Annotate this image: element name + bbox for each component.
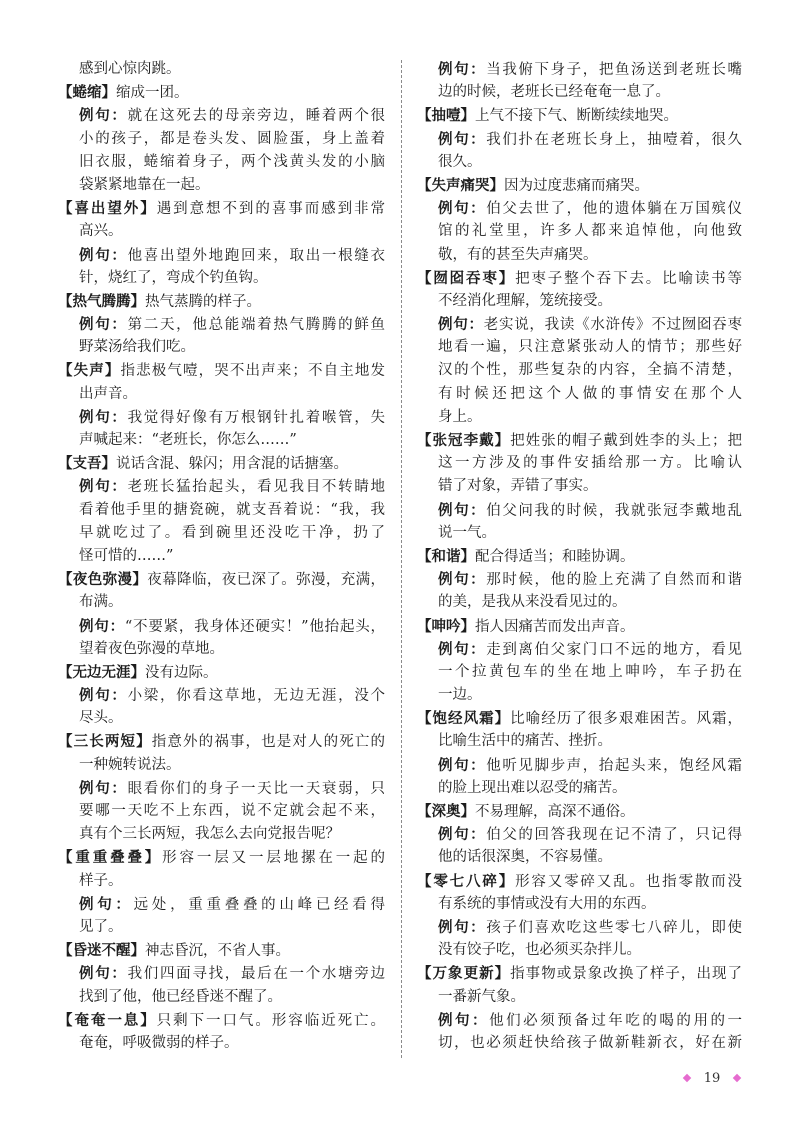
example-text: 小梁，你看这草地，无边无涯，没个 bbox=[127, 688, 386, 705]
entry-term: 【抽噎】 bbox=[417, 107, 475, 125]
definition-text: 指悲极气噎，哭不出声来；不自主地发 bbox=[120, 363, 385, 380]
definition-block bbox=[58, 359, 385, 405]
example-block bbox=[417, 313, 742, 429]
example-text: 敬，有的甚至失声痛哭。 bbox=[438, 246, 598, 263]
example-text: 望着夜色弥漫的草地。 bbox=[79, 640, 224, 657]
entry-term: 【和谐】 bbox=[417, 547, 475, 565]
example-line bbox=[58, 174, 385, 197]
entry-term: 【呻吟】 bbox=[417, 617, 475, 635]
definition-text: 样子。 bbox=[79, 872, 123, 889]
definition-block bbox=[417, 267, 742, 313]
example-line bbox=[58, 615, 385, 638]
entry-term: 【万象更新】 bbox=[417, 965, 511, 983]
example-block bbox=[58, 58, 385, 81]
example-text: 他们必须预备过年吃的喝的用的一 bbox=[489, 1012, 743, 1029]
definition-block bbox=[58, 730, 385, 776]
example-text: 当我俯下身子，把鱼汤送到老班长嘴 bbox=[486, 62, 742, 78]
definition-text: 有系统的事情或没有大用的东西。 bbox=[438, 895, 656, 912]
example-text: 他喜出望外地跑回来，取出一根缝衣 bbox=[127, 247, 386, 264]
definition-line bbox=[58, 730, 385, 753]
definition-block bbox=[58, 452, 385, 475]
example-block bbox=[417, 197, 742, 267]
entry-term: 【无边无涯】 bbox=[58, 663, 145, 681]
definition-line bbox=[417, 475, 742, 498]
entry-term: 【张冠李戴】 bbox=[417, 432, 511, 449]
definition-block bbox=[58, 1009, 385, 1055]
example-label: 例句： bbox=[79, 965, 128, 983]
entry-term: 【热气腾腾】 bbox=[58, 292, 145, 310]
example-text: 汉的个性，那些复杂的内容，全搞不清楚， bbox=[438, 362, 742, 379]
definition-text: 把枣子整个吞下去。比喻读书等 bbox=[515, 270, 743, 287]
example-label: 例句： bbox=[438, 918, 487, 936]
column-divider bbox=[401, 60, 402, 1058]
definition-line bbox=[417, 707, 742, 730]
definition-block bbox=[417, 707, 742, 753]
example-line bbox=[417, 406, 742, 429]
definition-text: 布满。 bbox=[79, 594, 123, 611]
definition-line bbox=[417, 452, 742, 475]
definition-line bbox=[58, 661, 385, 684]
definition-text: 一番新气象。 bbox=[438, 988, 525, 1005]
example-block bbox=[58, 104, 385, 197]
example-block bbox=[417, 638, 742, 708]
example-line bbox=[58, 336, 385, 359]
definition-text: 只剩下一口气。形容临近死亡。 bbox=[156, 1012, 386, 1029]
definition-text: 配合得适当；和睦协调。 bbox=[475, 548, 635, 565]
entry-term: 【失声】 bbox=[58, 362, 121, 380]
example-line bbox=[58, 986, 385, 1009]
definition-text: 神志昏沉，不省人事。 bbox=[145, 943, 290, 960]
example-label: 例句： bbox=[79, 895, 134, 913]
example-line bbox=[58, 916, 385, 939]
example-text: 第二天，他总能端着热气腾腾的鲜鱼 bbox=[127, 317, 386, 334]
example-text: 的脸上现出难以忍受的痛苦。 bbox=[438, 779, 627, 796]
example-line bbox=[417, 58, 742, 81]
definition-text: 奄奄，呼吸微弱的样子。 bbox=[79, 1034, 239, 1051]
example-text: 尽头。 bbox=[79, 710, 123, 727]
example-text: “不要紧，我身体还硬实！”他抬起头， bbox=[124, 618, 386, 635]
definition-block bbox=[58, 81, 385, 104]
example-text: 早就吃过了。看到碗里还没吃干净，扔了 bbox=[79, 524, 385, 541]
example-line bbox=[58, 128, 385, 151]
example-text: 说一气。 bbox=[438, 524, 496, 541]
example-text: 野菜汤给我们吃。 bbox=[79, 339, 195, 356]
example-text: 老实说，我读《水浒传》不过囫囵吞枣 bbox=[483, 317, 743, 334]
definition-line bbox=[417, 893, 742, 916]
example-line bbox=[417, 823, 742, 846]
entry-term: 【饱经风霜】 bbox=[417, 710, 511, 728]
example-block bbox=[58, 244, 385, 290]
example-label: 例句： bbox=[438, 61, 487, 78]
definition-block bbox=[58, 568, 385, 614]
example-text: 看着他手里的搪瓷碗，就支吾着说：“我，我 bbox=[79, 501, 385, 518]
example-text: 地看一遍，只注意紧张动人的情节；那些好 bbox=[438, 339, 742, 356]
definition-text: 热气蒸腾的样子。 bbox=[145, 293, 261, 310]
example-line bbox=[58, 104, 385, 127]
entry-term: 【奄奄一息】 bbox=[58, 1011, 157, 1029]
example-text: 一个拉黄包车的坐在地上呻吟，车子扔在 bbox=[438, 663, 742, 680]
example-label: 例句： bbox=[79, 107, 128, 125]
example-label: 例句： bbox=[438, 571, 487, 589]
example-label: 例句： bbox=[79, 316, 128, 334]
right-column bbox=[417, 58, 742, 1055]
example-block bbox=[58, 313, 385, 359]
example-block bbox=[58, 962, 385, 1008]
definition-block bbox=[58, 290, 385, 313]
example-text: 有时候还把这个人做的事情安在那个人 bbox=[438, 385, 742, 402]
example-line bbox=[417, 684, 742, 707]
definition-line bbox=[417, 870, 742, 893]
entry-term: 【昏迷不醒】 bbox=[58, 942, 145, 960]
definition-text: 缩成一团。 bbox=[116, 85, 189, 102]
entry-term: 【重重叠叠】 bbox=[58, 849, 163, 867]
example-line bbox=[58, 499, 385, 522]
example-line bbox=[417, 846, 742, 869]
definition-block bbox=[58, 661, 385, 684]
definition-text: 因为过度悲痛而痛哭。 bbox=[504, 177, 649, 194]
definition-line bbox=[417, 429, 742, 452]
example-label: 例句： bbox=[438, 1011, 490, 1029]
definition-line bbox=[58, 383, 385, 406]
example-line bbox=[58, 406, 385, 429]
left-column bbox=[58, 58, 385, 1055]
definition-text: 错了对象，弄错了事实。 bbox=[438, 478, 598, 495]
example-text: 他的话很深奥，不容易懂。 bbox=[438, 849, 612, 866]
example-text: 走到离伯父家门口不远的地方，看见 bbox=[486, 641, 742, 658]
definition-text: 不易理解，高深不通俗。 bbox=[475, 804, 635, 820]
entry-term: 【深奥】 bbox=[417, 803, 475, 820]
definition-line bbox=[417, 545, 742, 568]
example-line bbox=[417, 568, 742, 591]
example-text: 没有饺子吃，也必须买杂拌儿。 bbox=[438, 942, 641, 959]
example-line bbox=[417, 1032, 742, 1055]
definition-text: 上气不接下气、断断续续地哭。 bbox=[475, 108, 678, 125]
definition-text: 不经消化理解，笼统接受。 bbox=[438, 292, 612, 309]
example-line bbox=[58, 823, 385, 846]
definition-text: 遇到意想不到的喜事而感到非常 bbox=[156, 201, 386, 218]
definition-line bbox=[58, 197, 385, 220]
example-line bbox=[417, 244, 742, 267]
example-label: 例句： bbox=[438, 756, 487, 774]
definition-block bbox=[417, 870, 742, 916]
example-line bbox=[58, 429, 385, 452]
definition-line bbox=[58, 754, 385, 777]
example-line bbox=[417, 522, 742, 545]
example-label: 例句： bbox=[438, 826, 487, 844]
definition-block bbox=[417, 545, 742, 568]
example-label: 例句： bbox=[438, 200, 487, 218]
example-text: 找到了他，他已经昏迷不醒了。 bbox=[79, 988, 282, 1005]
page-footer bbox=[684, 1066, 740, 1090]
example-line bbox=[58, 707, 385, 730]
example-text: 伯父问我的时候，我就张冠李戴地乱 bbox=[486, 502, 742, 519]
definition-line bbox=[58, 220, 385, 243]
example-label: 例句： bbox=[438, 130, 487, 148]
example-block bbox=[417, 128, 742, 174]
example-text: 眼看你们的身子一天比一天衰弱，只 bbox=[127, 780, 386, 797]
example-text: 袋紧紧地靠在一起。 bbox=[79, 176, 210, 193]
example-line bbox=[58, 962, 385, 985]
example-text: 我觉得好像有万根钢针扎着喉管，失 bbox=[127, 409, 386, 426]
diamond-icon bbox=[683, 1074, 691, 1082]
definition-line bbox=[417, 267, 742, 290]
example-text: 旧衣服，蜷缩着身子，两个浅黄头发的小脑 bbox=[79, 153, 385, 170]
example-text: 馆的礼堂里，许多人都来追悼他，向他致 bbox=[438, 223, 742, 240]
example-text: 边的时候，老班长已经奄奄一息了。 bbox=[438, 84, 670, 101]
definition-text: 把姓张的帽子戴到姓李的头上；把 bbox=[510, 433, 743, 449]
example-label: 例句： bbox=[79, 478, 128, 496]
definition-block bbox=[58, 846, 385, 892]
definition-text: 说话含混、躲闪；用含混的话搪塞。 bbox=[116, 456, 348, 473]
definition-text: 指人因痛苦而发出声音。 bbox=[475, 618, 635, 635]
example-line bbox=[58, 267, 385, 290]
example-text: 真有个三长两短，我怎么去向党报告呢？ bbox=[79, 826, 340, 843]
page-number: 19 bbox=[703, 1070, 721, 1086]
example-text: 我们扑在老班长身上，抽噎着，很久 bbox=[486, 131, 742, 148]
example-label: 例句： bbox=[79, 408, 128, 426]
example-text: 很久。 bbox=[438, 153, 482, 170]
definition-line bbox=[58, 568, 385, 591]
entry-term: 【零七八碎】 bbox=[417, 872, 516, 890]
entry-term: 【夜色弥漫】 bbox=[58, 571, 148, 589]
example-line bbox=[58, 313, 385, 336]
example-line bbox=[58, 244, 385, 267]
definition-line bbox=[417, 290, 742, 313]
example-label: 例句： bbox=[79, 246, 128, 264]
example-line bbox=[417, 81, 742, 104]
example-text: 的美，是我从来没看见过的。 bbox=[438, 594, 627, 611]
example-text: 孩子们喜欢吃这些零七八碎儿，即使 bbox=[486, 919, 742, 936]
entry-term: 【支吾】 bbox=[58, 455, 116, 473]
example-line bbox=[58, 638, 385, 661]
example-text: 一边。 bbox=[438, 687, 482, 704]
example-line bbox=[417, 638, 742, 661]
definition-text: 高兴。 bbox=[79, 223, 123, 240]
example-line bbox=[417, 754, 742, 777]
example-block bbox=[417, 568, 742, 614]
example-line bbox=[417, 777, 742, 800]
example-line bbox=[417, 591, 742, 614]
example-text: 老班长猛抬起头，看见我目不转睛地 bbox=[127, 479, 386, 496]
example-label: 例句： bbox=[79, 617, 125, 635]
entry-term: 【喜出望外】 bbox=[58, 200, 157, 218]
example-block bbox=[58, 406, 385, 452]
example-line bbox=[417, 916, 742, 939]
definition-text: 形容又零碎又乱。也指零散而没 bbox=[515, 873, 743, 890]
definition-text: 出声音。 bbox=[79, 385, 137, 402]
example-label: 例句： bbox=[79, 687, 128, 705]
example-line bbox=[417, 313, 742, 336]
example-text: 我们四面寻找，最后在一个水塘旁边 bbox=[127, 966, 386, 983]
example-block bbox=[417, 916, 742, 962]
entry-term: 【失声痛哭】 bbox=[417, 176, 504, 194]
example-text: 伯父的回答我现在记不清了，只记得 bbox=[486, 827, 742, 844]
example-line bbox=[58, 777, 385, 800]
example-line bbox=[417, 383, 742, 406]
example-line bbox=[58, 545, 385, 568]
definition-block bbox=[417, 174, 742, 197]
example-line bbox=[417, 661, 742, 684]
example-line bbox=[58, 800, 385, 823]
definition-text: 指事物或景象改换了样子，出现了 bbox=[510, 966, 743, 983]
example-block bbox=[58, 475, 385, 568]
definition-line bbox=[58, 359, 385, 382]
definition-line bbox=[417, 800, 742, 823]
definition-line bbox=[417, 730, 742, 753]
definition-line bbox=[58, 939, 385, 962]
example-line bbox=[417, 359, 742, 382]
diamond-icon bbox=[733, 1074, 741, 1082]
example-label: 例句： bbox=[438, 640, 487, 658]
definition-block bbox=[417, 429, 742, 499]
example-block bbox=[58, 684, 385, 730]
example-line bbox=[417, 128, 742, 151]
example-text: 就在这死去的母亲旁边，睡着两个很 bbox=[127, 108, 386, 125]
definition-line bbox=[58, 870, 385, 893]
definition-line bbox=[58, 846, 385, 869]
definition-line bbox=[58, 1009, 385, 1032]
example-text: 他听见脚步声，抬起头来，饱经风霜 bbox=[486, 757, 742, 774]
definition-line bbox=[58, 452, 385, 475]
example-block bbox=[417, 823, 742, 869]
definition-text: 指意外的祸事，也是对人的死亡的 bbox=[151, 734, 385, 751]
definition-block bbox=[417, 800, 742, 823]
example-text: 切，也必须赶快给孩子做新鞋新衣，好在新 bbox=[438, 1034, 742, 1051]
example-block bbox=[417, 499, 742, 545]
definition-line bbox=[58, 1032, 385, 1055]
example-text: 感到心惊肉跳。 bbox=[79, 61, 181, 77]
example-label: 例句： bbox=[438, 316, 484, 334]
definition-block bbox=[58, 197, 385, 243]
example-text: 见了。 bbox=[79, 918, 123, 935]
definition-line bbox=[58, 591, 385, 614]
example-line bbox=[58, 893, 385, 916]
example-line bbox=[417, 1009, 742, 1032]
example-block bbox=[58, 893, 385, 939]
example-text: 怪可惜的……” bbox=[79, 547, 174, 564]
example-text: 针，烧红了，弯成个钓鱼钩。 bbox=[79, 269, 268, 286]
definition-block bbox=[58, 939, 385, 962]
example-line bbox=[58, 522, 385, 545]
entry-term: 【三长两短】 bbox=[58, 733, 152, 751]
example-line bbox=[58, 151, 385, 174]
definition-text: 形容一层又一层地摞在一起的 bbox=[162, 850, 386, 867]
example-text: 伯父去世了，他的遗体躺在万国殡仪 bbox=[486, 201, 742, 218]
example-line bbox=[417, 151, 742, 174]
definition-line bbox=[417, 962, 742, 985]
example-block bbox=[417, 58, 742, 104]
definition-line bbox=[58, 81, 385, 104]
definition-text: 一种婉转说法。 bbox=[79, 756, 181, 773]
entry-term: 【囫囵吞枣】 bbox=[417, 269, 516, 287]
definition-line bbox=[417, 174, 742, 197]
definition-text: 没有边际。 bbox=[145, 664, 218, 681]
example-text: 声喊起来：“老班长，你怎么……” bbox=[79, 432, 297, 448]
example-line bbox=[58, 684, 385, 707]
definition-text: 夜幕降临，夜已深了。弥漫，充满， bbox=[147, 572, 386, 589]
entry-term: 【蜷缩】 bbox=[58, 84, 116, 102]
definition-block bbox=[417, 962, 742, 1008]
example-text: 远处，重重叠叠的山峰已经看得 bbox=[133, 896, 385, 913]
definition-line bbox=[58, 290, 385, 313]
example-line bbox=[417, 197, 742, 220]
example-label: 例句： bbox=[79, 779, 128, 797]
example-line bbox=[58, 475, 385, 498]
example-line bbox=[417, 499, 742, 522]
definition-line bbox=[417, 615, 742, 638]
example-block bbox=[417, 754, 742, 800]
definition-block bbox=[417, 104, 742, 127]
definition-block bbox=[417, 615, 742, 638]
example-block bbox=[58, 777, 385, 847]
example-text: 身上。 bbox=[438, 408, 482, 425]
example-line bbox=[417, 336, 742, 359]
definition-line bbox=[417, 104, 742, 127]
definition-line bbox=[417, 986, 742, 1009]
example-line bbox=[58, 58, 385, 81]
definition-text: 比喻生活中的痛苦、挫折。 bbox=[438, 733, 612, 750]
example-block bbox=[58, 615, 385, 661]
example-text: 那时候，他的脸上充满了自然而和谐 bbox=[486, 572, 742, 589]
example-line bbox=[417, 939, 742, 962]
example-text: 要哪一天吃不上东西，说不定就会起不来， bbox=[79, 803, 385, 819]
example-block bbox=[417, 1009, 742, 1055]
definition-text: 这一方涉及的事件安插给那一方。比喻认 bbox=[438, 455, 742, 472]
example-text: 小的孩子，都是卷头发、圆脸蛋，身上盖着 bbox=[79, 130, 385, 147]
example-line bbox=[417, 220, 742, 243]
definition-text: 比喻经历了很多艰难困苦。风霜， bbox=[510, 711, 743, 728]
example-label: 例句： bbox=[438, 501, 487, 519]
